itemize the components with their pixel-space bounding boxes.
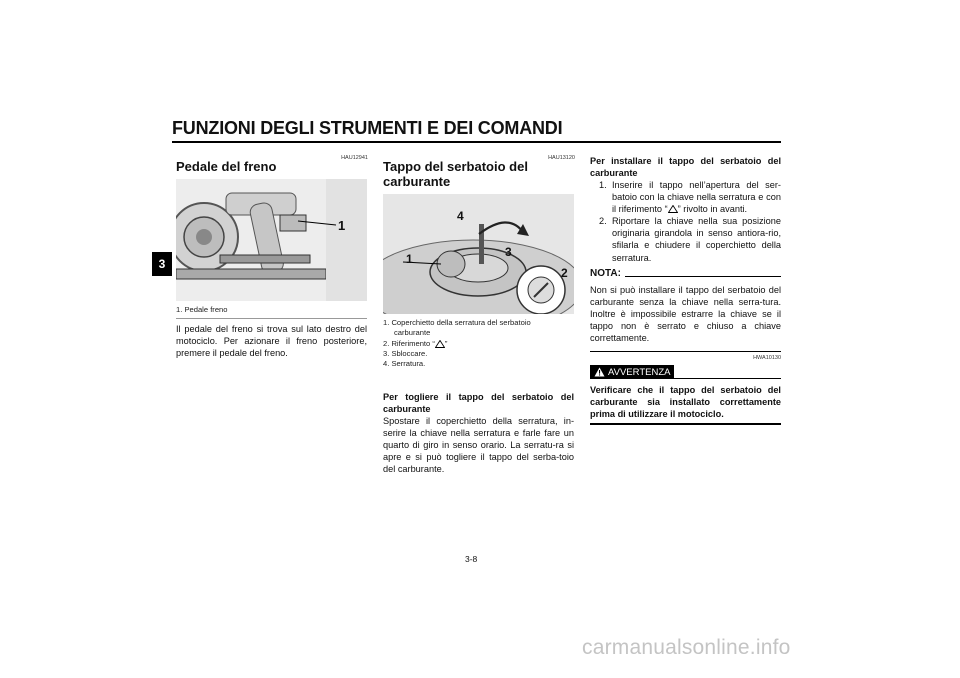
- watermark: carmanualsonline.info: [582, 636, 791, 659]
- caption-item-3: 3. Sbloccare.: [383, 348, 428, 358]
- figure-callout-1: 1: [406, 252, 413, 266]
- warning-end-rule: [590, 423, 781, 425]
- caption-item-4: 4. Serratura.: [383, 359, 426, 369]
- step-number: 1.: [599, 180, 607, 190]
- triangle-mark-icon: [668, 205, 678, 213]
- caption-item-2-text: 2. Riferimento “: [383, 338, 435, 348]
- figure-callout-2: 2: [561, 266, 568, 280]
- step-text-end: ” rivolto in avanti.: [677, 204, 748, 215]
- warning-badge: [590, 365, 674, 379]
- warning-paragraph: Verificare che il tappo del serbatoio del carburante sia installato correttamente prima di utilizzare il motociclo.: [590, 385, 781, 420]
- warning-header: [590, 365, 781, 379]
- install-heading: Per installare il tappo del serbatoio del carburante: [590, 156, 781, 179]
- step-text: Riportare la chiave nella sua posizione originaria girandola in senso antiora-rio, sfilarla e chiudere il coperchietto della serratura.: [612, 216, 781, 263]
- triangle-mark-icon: [435, 340, 445, 348]
- warning-triangle-icon: [594, 367, 605, 377]
- page-header-title: FUNZIONI DEGLI STRUMENTI E DEI COMANDI: [172, 118, 563, 138]
- figure-caption: 1. Pedale freno: [176, 305, 228, 314]
- figure-callout-4: 4: [457, 209, 464, 223]
- page-number: 3-8: [465, 554, 478, 564]
- warning-label: AVVERTENZA: [608, 366, 671, 378]
- nota-paragraph: Non si può installare il tappo del serbatoio del carburante senza la chiave nella serra-tura. Inoltre è impossibile estrarre la chiave se il tappo non è serrato e chiuso a chiave correttamente.: [590, 285, 781, 344]
- nota-label: NOTA:: [590, 268, 621, 279]
- section-code: HAU13120: [548, 155, 575, 161]
- nota-header: [590, 268, 781, 279]
- step-number: 2.: [599, 216, 607, 227]
- nota-end-rule: [590, 351, 781, 352]
- caption-item-1-cont: carburante: [394, 328, 431, 338]
- nota-rule: [625, 276, 781, 277]
- section-title: [383, 159, 528, 189]
- section-code: HAU12941: [341, 155, 368, 161]
- caption-item-2-close: ”: [444, 338, 448, 348]
- brake-paragraph: Il pedale del freno si trova sul lato destro del motociclo. Per azionare il freno posteriore, premere il pedale del freno.: [176, 324, 367, 359]
- figure-callout-3: 3: [505, 245, 512, 259]
- install-step-2: [590, 215, 781, 263]
- warning-rule: [674, 378, 781, 379]
- install-steps: [590, 179, 781, 264]
- caption-item-2: [383, 339, 574, 349]
- chapter-tab: 3: [152, 252, 172, 276]
- figure-callout-1: 1: [338, 218, 346, 233]
- section-title-line-2: carburante: [383, 174, 451, 189]
- remove-paragraph: Spostare il coperchietto della serratura, in-serire la chiave nella serratura e farle fare un quarto di giro in senso orario. La serratu-ra si apre e si può togliere il tappo del serba-toio del carburante.: [383, 416, 574, 475]
- section-title-line-1: Tappo del serbatoio del: [383, 159, 528, 174]
- caption-rule: [176, 318, 367, 319]
- header-rule: [172, 141, 781, 143]
- brake-pedal-photo: [176, 179, 367, 301]
- section-title: Pedale del freno: [176, 159, 277, 174]
- figure-captions: [383, 318, 574, 369]
- warning-code: HWA10130: [753, 355, 781, 361]
- install-step-1: [590, 179, 781, 215]
- step-text: Inserire il tappo nell’apertura del ser-batoio con la chiave nella serratura e con il riferimento “: [612, 180, 781, 215]
- caption-item-1: 1. Coperchietto della serratura del serbatoio: [383, 318, 531, 327]
- remove-heading: Per togliere il tappo del serbatoio del carburante: [383, 392, 574, 415]
